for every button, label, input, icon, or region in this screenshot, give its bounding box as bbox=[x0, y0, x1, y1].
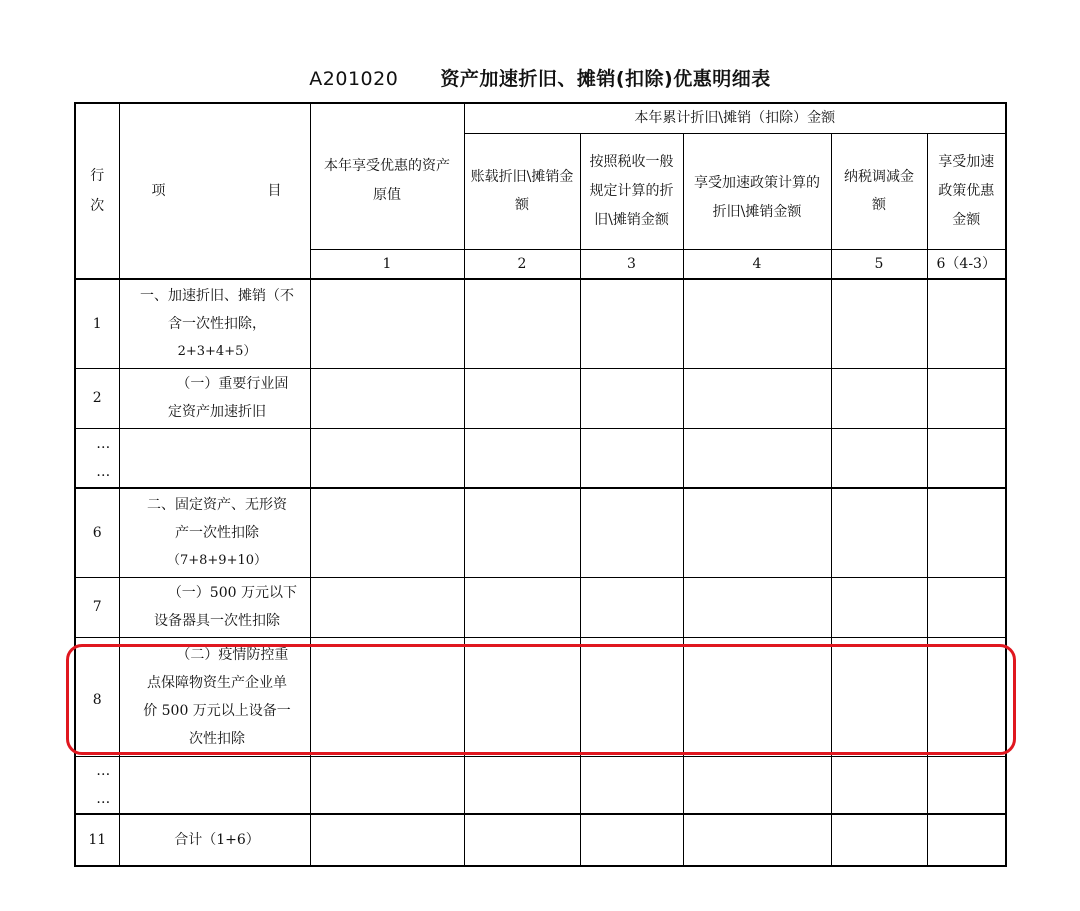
header-group: 本年累计折旧\摊销（扣除）金额 bbox=[464, 103, 1006, 133]
row-no-ellipsis: … … bbox=[75, 756, 119, 814]
row-item: 二、固定资产、无形资 产一次性扣除 （7+8+9+10） bbox=[119, 488, 310, 577]
row-item: 合计（1+6） bbox=[119, 814, 310, 866]
table-row bbox=[75, 368, 1006, 428]
header-item-right: 目 bbox=[267, 183, 282, 199]
row-no: 8 bbox=[75, 637, 119, 756]
header-item-left: 项 bbox=[151, 183, 166, 199]
table-row bbox=[75, 577, 1006, 637]
row-no: 7 bbox=[75, 577, 119, 637]
row-no: 11 bbox=[75, 814, 119, 866]
row-item: （二）疫情防控重 点保障物资生产企业单 价 500 万元以上设备一 次性扣除 bbox=[119, 637, 310, 756]
col-num-5: 5 bbox=[831, 249, 927, 279]
col-num-3: 3 bbox=[580, 249, 683, 279]
form-name: 资产加速折旧、摊销(扣除)优惠明细表 bbox=[440, 68, 771, 90]
header-item bbox=[119, 103, 310, 279]
col-num-6: 6（4-3） bbox=[927, 249, 1006, 279]
row-item: （一）重要行业固 定资产加速折旧 bbox=[119, 368, 310, 428]
table-row bbox=[75, 488, 1006, 577]
row-no: 2 bbox=[75, 368, 119, 428]
detail-table bbox=[74, 102, 1007, 867]
header-col4: 享受加速政策计算的折旧\摊销金额 bbox=[683, 133, 831, 249]
form-title bbox=[0, 64, 1080, 91]
header-col5: 纳税调减金额 bbox=[831, 133, 927, 249]
col-num-2: 2 bbox=[464, 249, 580, 279]
header-col2: 账载折旧\摊销金额 bbox=[464, 133, 580, 249]
table-row bbox=[75, 428, 1006, 488]
header-col3: 按照税收一般规定计算的折旧\摊销金额 bbox=[580, 133, 683, 249]
header-row-no: 行次 bbox=[75, 103, 119, 279]
col-num-4: 4 bbox=[683, 249, 831, 279]
row-no: 1 bbox=[75, 279, 119, 368]
row-no-ellipsis: … … bbox=[75, 428, 119, 488]
table-row bbox=[75, 814, 1006, 866]
col-num-1: 1 bbox=[310, 249, 464, 279]
row-no: 6 bbox=[75, 488, 119, 577]
table-row bbox=[75, 756, 1006, 814]
form-code: A201020 bbox=[309, 68, 399, 90]
row-item: （一）500 万元以下 设备器具一次性扣除 bbox=[119, 577, 310, 637]
table-row bbox=[75, 279, 1006, 368]
header-col6: 享受加速政策优惠金额 bbox=[927, 133, 1006, 249]
row-item: 一、加速折旧、摊销（不 含一次性扣除， 2+3+4+5） bbox=[119, 279, 310, 368]
header-original-value: 本年享受优惠的资产原值 bbox=[310, 103, 464, 249]
table-row bbox=[75, 637, 1006, 756]
